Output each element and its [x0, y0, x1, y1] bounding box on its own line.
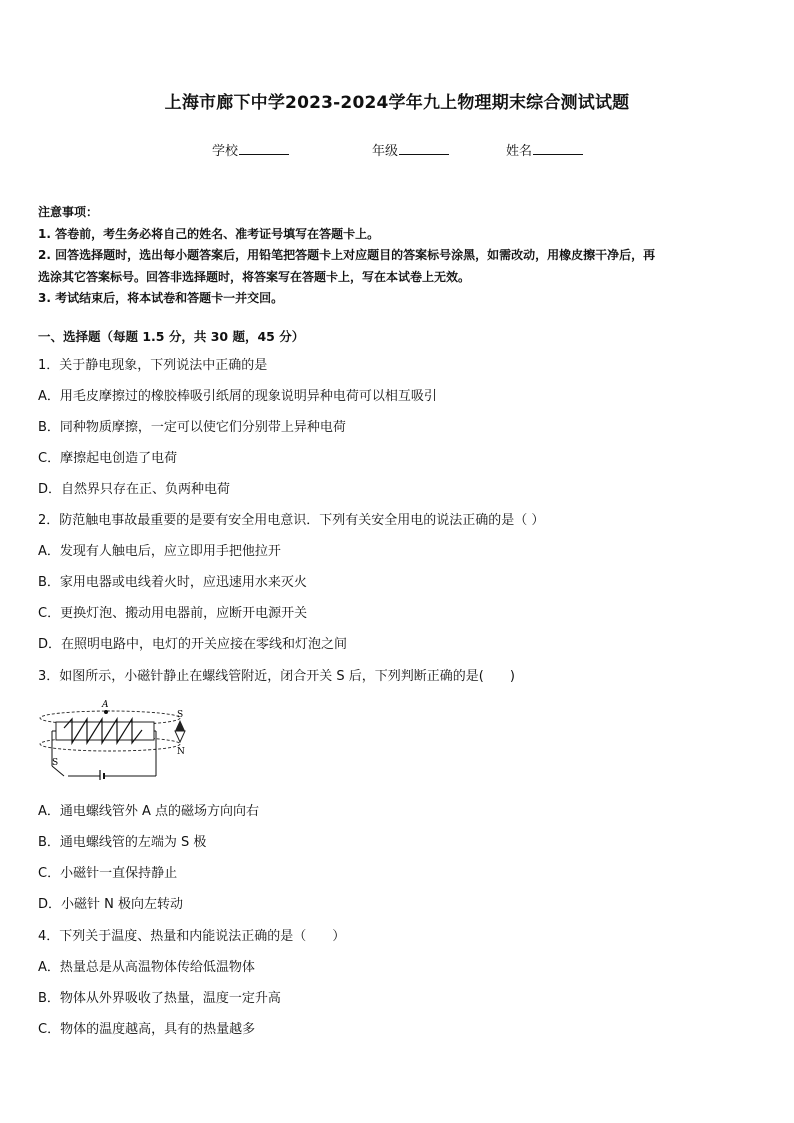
answer-option[interactable]: C．摩擦起电创造了电荷: [38, 451, 178, 466]
notes-block: [38, 202, 756, 310]
question-stem: 2．防范触电事故最重要的是要有安全用电意识．下列有关安全用电的说法正确的是（ ）: [38, 513, 545, 528]
grade-blank: [399, 142, 449, 155]
compass-needle-north: [175, 731, 185, 742]
note-item: 选涂其它答案标号。回答非选择题时，将答案写在答题卡上，写在本试卷上无效。: [38, 269, 471, 284]
name-blank: [533, 142, 583, 155]
switch-label: S: [52, 758, 59, 768]
answer-option[interactable]: D．自然界只存在正、负两种电荷: [38, 482, 231, 497]
compass-needle-south: [175, 720, 185, 731]
answer-option[interactable]: A．发现有人触电后，应立即用手把他拉开: [38, 544, 281, 559]
answer-option[interactable]: D．在照明电路中，电灯的开关应接在零线和灯泡之间: [38, 637, 348, 652]
compass-south-label: S: [177, 710, 184, 720]
school-label: 学校: [212, 144, 239, 159]
question-stem: 3．如图所示，小磁针静止在螺线管附近，闭合开关 S 后，下列判断正确的是( ): [38, 669, 515, 684]
answer-option[interactable]: C．物体的温度越高，具有的热量越多: [38, 1022, 256, 1037]
question-stem: 4．下列关于温度、热量和内能说法正确的是（ ）: [38, 929, 346, 944]
name-label: 姓名: [506, 144, 533, 159]
question-stem: 1．关于静电现象，下列说法中正确的是: [38, 358, 268, 373]
compass-north-label: N: [177, 747, 185, 757]
section-heading: 一、选择题（每题 1.5 分，共 30 题，45 分）: [38, 329, 305, 344]
point-a-marker: [104, 710, 108, 714]
grade-label: 年级: [372, 144, 399, 159]
school-blank: [239, 142, 289, 155]
answer-option[interactable]: D．小磁针 N 极向左转动: [38, 897, 183, 912]
point-a-label: A: [102, 700, 109, 710]
answer-option[interactable]: C．更换灯泡、搬动用电器前，应断开电源开关: [38, 606, 308, 621]
note-item: 3. 考试结束后，将本试卷和答题卡一并交回。: [38, 291, 284, 305]
grade-field[interactable]: [372, 140, 449, 159]
answer-option[interactable]: A．热量总是从高温物体传给低温物体: [38, 960, 255, 975]
answer-option[interactable]: A．通电螺线管外 A 点的磁场方向向右: [38, 804, 260, 819]
answer-option[interactable]: B．物体从外界吸收了热量，温度一定升高: [38, 991, 281, 1006]
page-title: 上海市廊下中学2023-2024学年九上物理期末综合测试试题: [164, 93, 630, 113]
note-item: 1. 答卷前，考生务必将自己的姓名、准考证号填写在答题卡上。: [38, 226, 380, 241]
school-field[interactable]: [212, 140, 289, 159]
answer-option[interactable]: B．家用电器或电线着火时，应迅速用水来灭火: [38, 575, 307, 590]
answer-option[interactable]: B．通电螺线管的左端为 S 极: [38, 835, 207, 850]
name-field[interactable]: [506, 140, 583, 159]
answer-option[interactable]: C．小磁针一直保持静止: [38, 866, 178, 881]
answer-option[interactable]: A．用毛皮摩擦过的橡胶棒吸引纸屑的现象说明异种电荷可以相互吸引: [38, 389, 437, 404]
answer-option[interactable]: B．同种物质摩擦，一定可以使它们分别带上异种电荷: [38, 420, 346, 435]
note-item: 2. 回答选择题时，选出每小题答案后，用铅笔把答题卡上对应题目的答案标号涂黑，如需改动，用橡皮擦干净后，再: [38, 248, 656, 262]
solenoid-diagram: [34, 698, 194, 780]
notes-heading: 注意事项：: [38, 205, 99, 219]
